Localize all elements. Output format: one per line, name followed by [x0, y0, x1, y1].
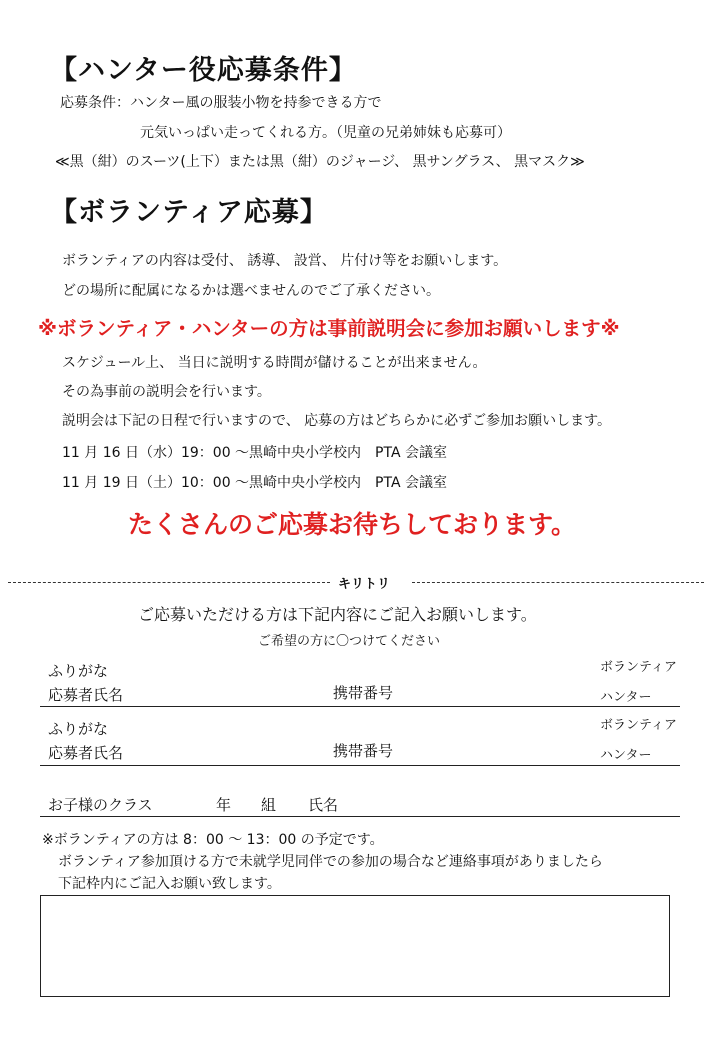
option-volunteer[interactable]: ボランティア [600, 718, 677, 733]
cut-label: キリトリ [338, 577, 391, 592]
closing-message: たくさんのご応募お待ちしております。 [128, 510, 577, 539]
form-title: ご応募いただける方は下記内容にご記入お願いします。 [138, 605, 537, 624]
child-name-label: 氏名 [308, 796, 339, 814]
cut-line-left [8, 582, 330, 583]
applicant-phone-label: 携帯番号 [333, 684, 394, 702]
contact-note-line1: ボランティア参加頂ける方で未就学児同伴での参加の場合など連絡事項がありましたら [58, 854, 603, 870]
hunter-condition-line1: 応募条件：ハンター風の服装小物を持参できる方で [60, 95, 382, 111]
option-hunter[interactable]: ハンター [600, 690, 652, 705]
option-hunter[interactable]: ハンター [600, 748, 652, 763]
contact-note-line2: 下記枠内にご記入お願い致します。 [58, 876, 281, 892]
volunteer-heading: 【ボランティア応募】 [50, 197, 328, 228]
child-class-label: お子様のクラス [48, 796, 153, 814]
applicant-name-label: 応募者氏名 [48, 744, 124, 762]
volunteer-line5: 説明会は下記の日程で行いますので、 応募の方はどちらかに必ずご参加お願いします。 [62, 413, 612, 429]
volunteer-line3: スケジュール上、 当日に説明する時間が儲けることが出来ません。 [62, 355, 487, 371]
hunter-heading: 【ハンター役応募条件】 [50, 55, 357, 86]
applicant-name-label: 応募者氏名 [48, 686, 124, 704]
hunter-condition-line2: 元気いっぱい走ってくれる方。（児童の兄弟姉妹も応募可） [140, 125, 511, 141]
volunteer-line2: どの場所に配属になるかは選べませんのでご了承ください。 [62, 283, 440, 299]
applicant-furigana-label: ふりがな [48, 662, 109, 680]
applicant-phone-label: 携帯番号 [333, 742, 394, 760]
option-volunteer[interactable]: ボランティア [600, 660, 677, 675]
row-divider [40, 706, 680, 707]
applicant-furigana-label: ふりがな [48, 720, 109, 738]
volunteer-line1: ボランティアの内容は受付、 誘導、 設営、 片付け等をお願いします。 [62, 253, 508, 269]
contact-notes-box[interactable] [40, 895, 670, 997]
briefing-session-1: 11 月 16 日（水）19：00 ～黒崎中央小学校内 PTA 会議室 [62, 445, 447, 461]
volunteer-line4: その為事前の説明会を行います。 [62, 384, 271, 400]
child-group-label: 組 [261, 796, 277, 814]
briefing-session-2: 11 月 19 日（土）10：00 ～黒崎中央小学校内 PTA 会議室 [62, 475, 447, 491]
row-divider [40, 816, 680, 817]
form-instruction: ご希望の方に〇つけてください [258, 634, 441, 649]
hunter-outfit-line: ≪黒（紺）のスーツ(上下）または黒（紺）のジャージ、 黒サングラス、 黒マスク≫ [55, 154, 585, 170]
child-year-label: 年 [216, 796, 232, 814]
cut-line-right [412, 582, 704, 583]
volunteer-time-note: ※ボランティアの方は 8：00 ～ 13：00 の予定です。 [42, 832, 384, 848]
row-divider [40, 765, 680, 766]
briefing-notice: ※ボランティア・ハンターの方は事前説明会に参加お願いします※ [38, 317, 620, 340]
